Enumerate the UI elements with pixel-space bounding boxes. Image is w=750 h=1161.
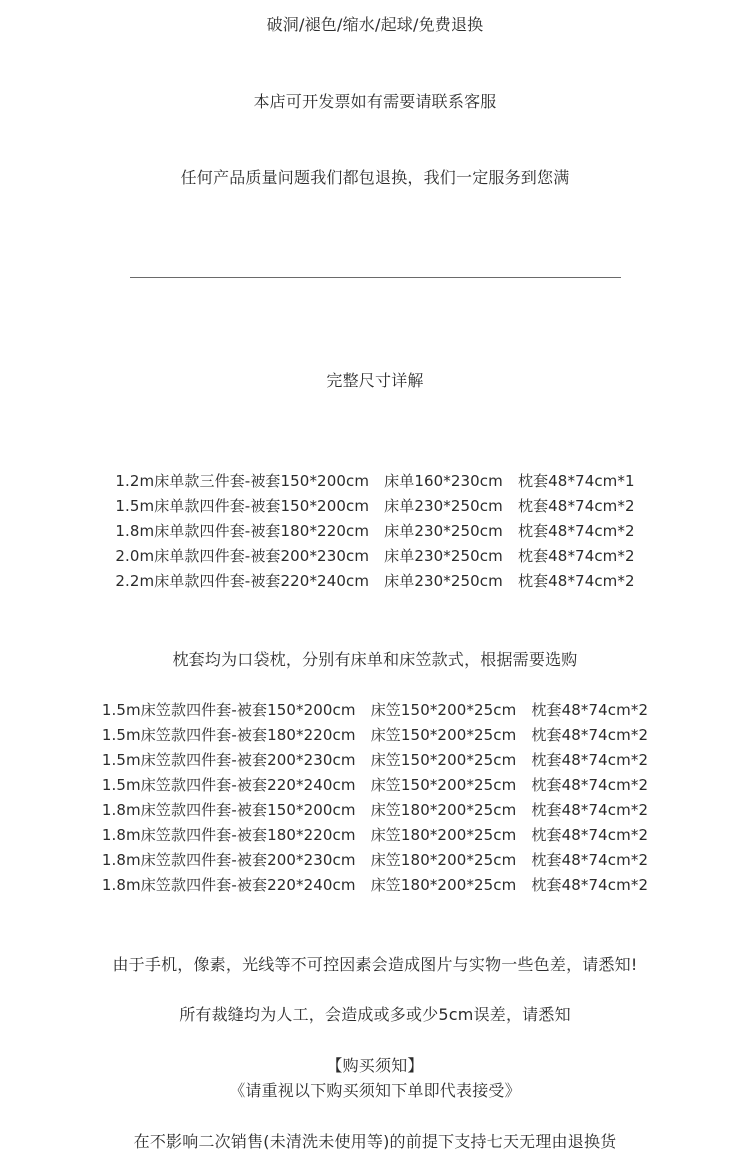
- purchase-notice-subtitle: 《请重视以下购买须知下单即代表接受》: [229, 1081, 521, 1100]
- size-row: 1.2m床单款三件套-被套150*200cm 床单160*230cm 枕套48*74cm*1: [115, 472, 635, 490]
- size-row: 1.8m床笠款四件套-被套150*200cm 床笠180*200*25cm 枕套48*74cm*2: [101, 801, 649, 819]
- fitted-sheet-size-list: [0, 698, 750, 898]
- size-row: 2.0m床单款四件套-被套200*230cm 床单230*250cm 枕套48*74cm*2: [115, 547, 635, 565]
- size-row: 1.8m床单款四件套-被套180*220cm 床单230*250cm 枕套48*74cm*2: [115, 522, 635, 540]
- color-difference-note: 由于手机，像素，光线等不可控因素会造成图片与实物一些色差，请悉知!: [112, 955, 638, 974]
- size-row: 1.5m床笠款四件套-被套200*230cm 床笠150*200*25cm 枕套48*74cm*2: [101, 751, 649, 769]
- size-row: 2.2m床单款四件套-被套220*240cm 床单230*250cm 枕套48*74cm*2: [115, 572, 635, 590]
- quality-guarantee-notice: 任何产品质量问题我们都包退换，我们一定服务到您满: [180, 168, 570, 187]
- refund-notice: 破洞/褪色/缩水/起球/免费退换: [266, 15, 484, 34]
- flat-sheet-size-list: [0, 469, 750, 594]
- size-row: 1.8m床笠款四件套-被套200*230cm 床笠180*200*25cm 枕套48*74cm*2: [101, 851, 649, 869]
- size-row: 1.8m床笠款四件套-被套180*220cm 床笠180*200*25cm 枕套48*74cm*2: [101, 826, 649, 844]
- section-divider: [130, 277, 621, 278]
- size-row: 1.5m床笠款四件套-被套220*240cm 床笠150*200*25cm 枕套48*74cm*2: [101, 776, 649, 794]
- return-policy-note: 在不影响二次销售(未清洗未使用等)的前提下支持七天无理由退换货: [133, 1132, 617, 1151]
- size-row: 1.5m床单款四件套-被套150*200cm 床单230*250cm 枕套48*74cm*2: [115, 497, 635, 515]
- pillow-note: 枕套均为口袋枕，分别有床单和床笠款式，根据需要选购: [172, 650, 578, 669]
- size-row: 1.5m床笠款四件套-被套150*200cm 床笠150*200*25cm 枕套48*74cm*2: [101, 701, 649, 719]
- invoice-notice: 本店可开发票如有需要请联系客服: [253, 92, 497, 111]
- size-row: 1.5m床笠款四件套-被套180*220cm 床笠150*200*25cm 枕套48*74cm*2: [101, 726, 649, 744]
- tailoring-error-note: 所有裁缝均为人工，会造成或多或少5cm误差，请悉知: [179, 1005, 571, 1024]
- size-row: 1.8m床笠款四件套-被套220*240cm 床笠180*200*25cm 枕套48*74cm*2: [101, 876, 649, 894]
- size-section-title: 完整尺寸详解: [326, 371, 424, 390]
- purchase-notice-title: 【购买须知】: [326, 1056, 424, 1075]
